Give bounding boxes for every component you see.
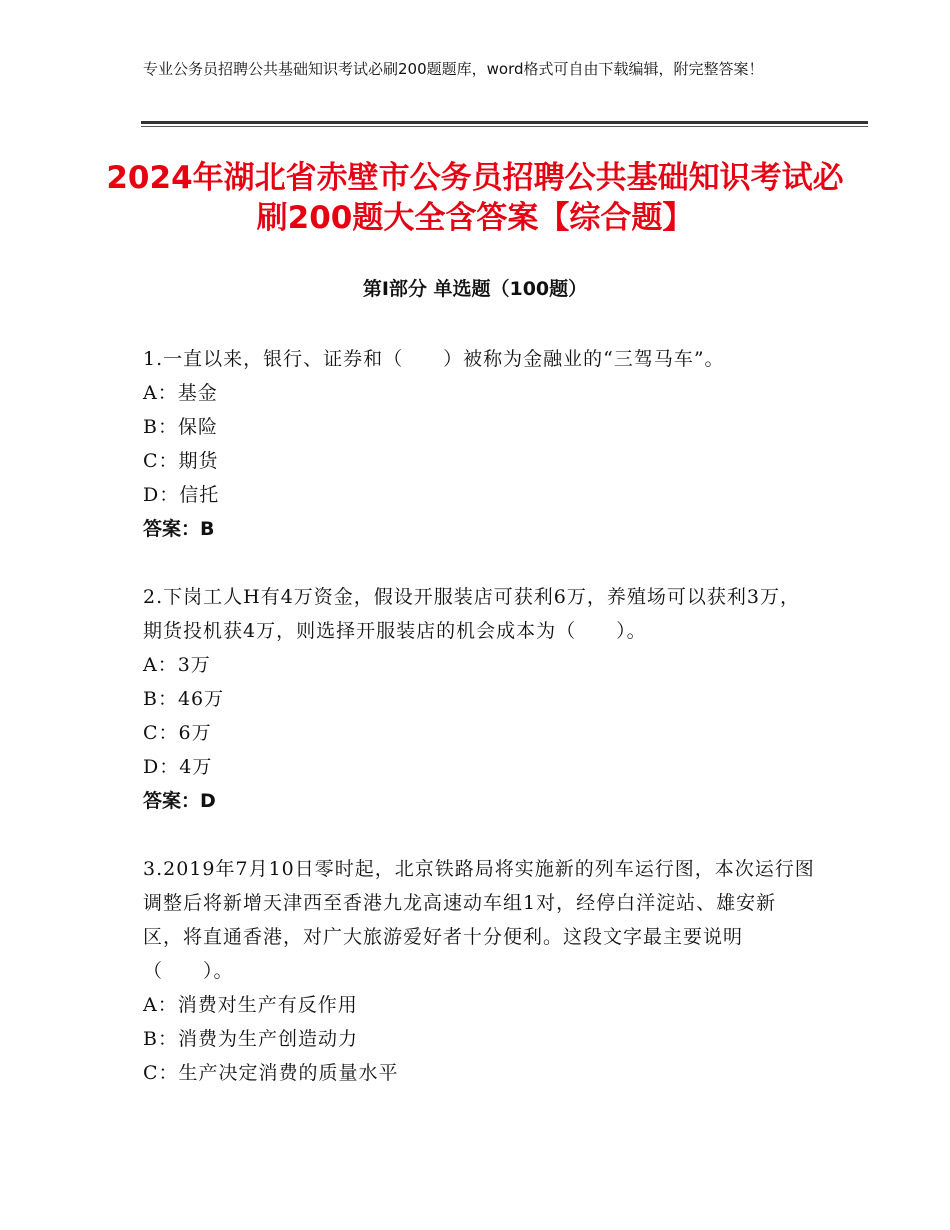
header-rule-thick <box>141 121 868 124</box>
option-d: D：信托 <box>143 484 220 506</box>
option-c: C：期货 <box>143 450 219 472</box>
question-2 <box>143 580 815 818</box>
question-stem: 2.下岗工人H有4万资金，假设开服装店可获利6万，养殖场可以获利3万，期货投机获4万，则选择开服装店的机会成本为（ ）。 <box>143 586 800 642</box>
option-b: B：保险 <box>143 416 218 438</box>
option-a: A：消费对生产有反作用 <box>143 994 358 1016</box>
option-c: C：6万 <box>143 722 212 744</box>
question-stem: 3.2019年7月10日零时起，北京铁路局将实施新的列车运行图，本次运行图调整后将新增天津西至香港九龙高速动车组1对，经停白洋淀站、雄安新区，将直通香港，对广大旅游爱好者十分便利。这段文字最主要说明（ ）。 <box>143 858 815 982</box>
question-list <box>143 342 815 1124</box>
document-title: 2024年湖北省赤壁市公务员招聘公共基础知识考试必刷200题大全含答案【综合题】 <box>106 160 844 236</box>
option-b: B：46万 <box>143 688 225 710</box>
section-heading: 第Ⅰ部分 单选题（100题） <box>362 278 588 300</box>
option-a: A：基金 <box>143 382 218 404</box>
question-1 <box>143 342 815 546</box>
answer: 答案：D <box>143 790 216 812</box>
answer: 答案：B <box>143 518 215 540</box>
option-c: C：生产决定消费的质量水平 <box>143 1062 399 1084</box>
header-rule-thin <box>141 126 868 127</box>
question-3 <box>143 852 815 1090</box>
question-stem: 1.一直以来，银行、证券和（ ）被称为金融业的“三驾马车”。 <box>143 348 725 370</box>
option-d: D：4万 <box>143 756 213 778</box>
option-b: B：消费为生产创造动力 <box>143 1028 358 1050</box>
option-a: A：3万 <box>143 654 211 676</box>
header-note: 专业公务员招聘公共基础知识考试必刷200题题库，word格式可自由下载编辑，附完整答案！ <box>143 60 764 78</box>
